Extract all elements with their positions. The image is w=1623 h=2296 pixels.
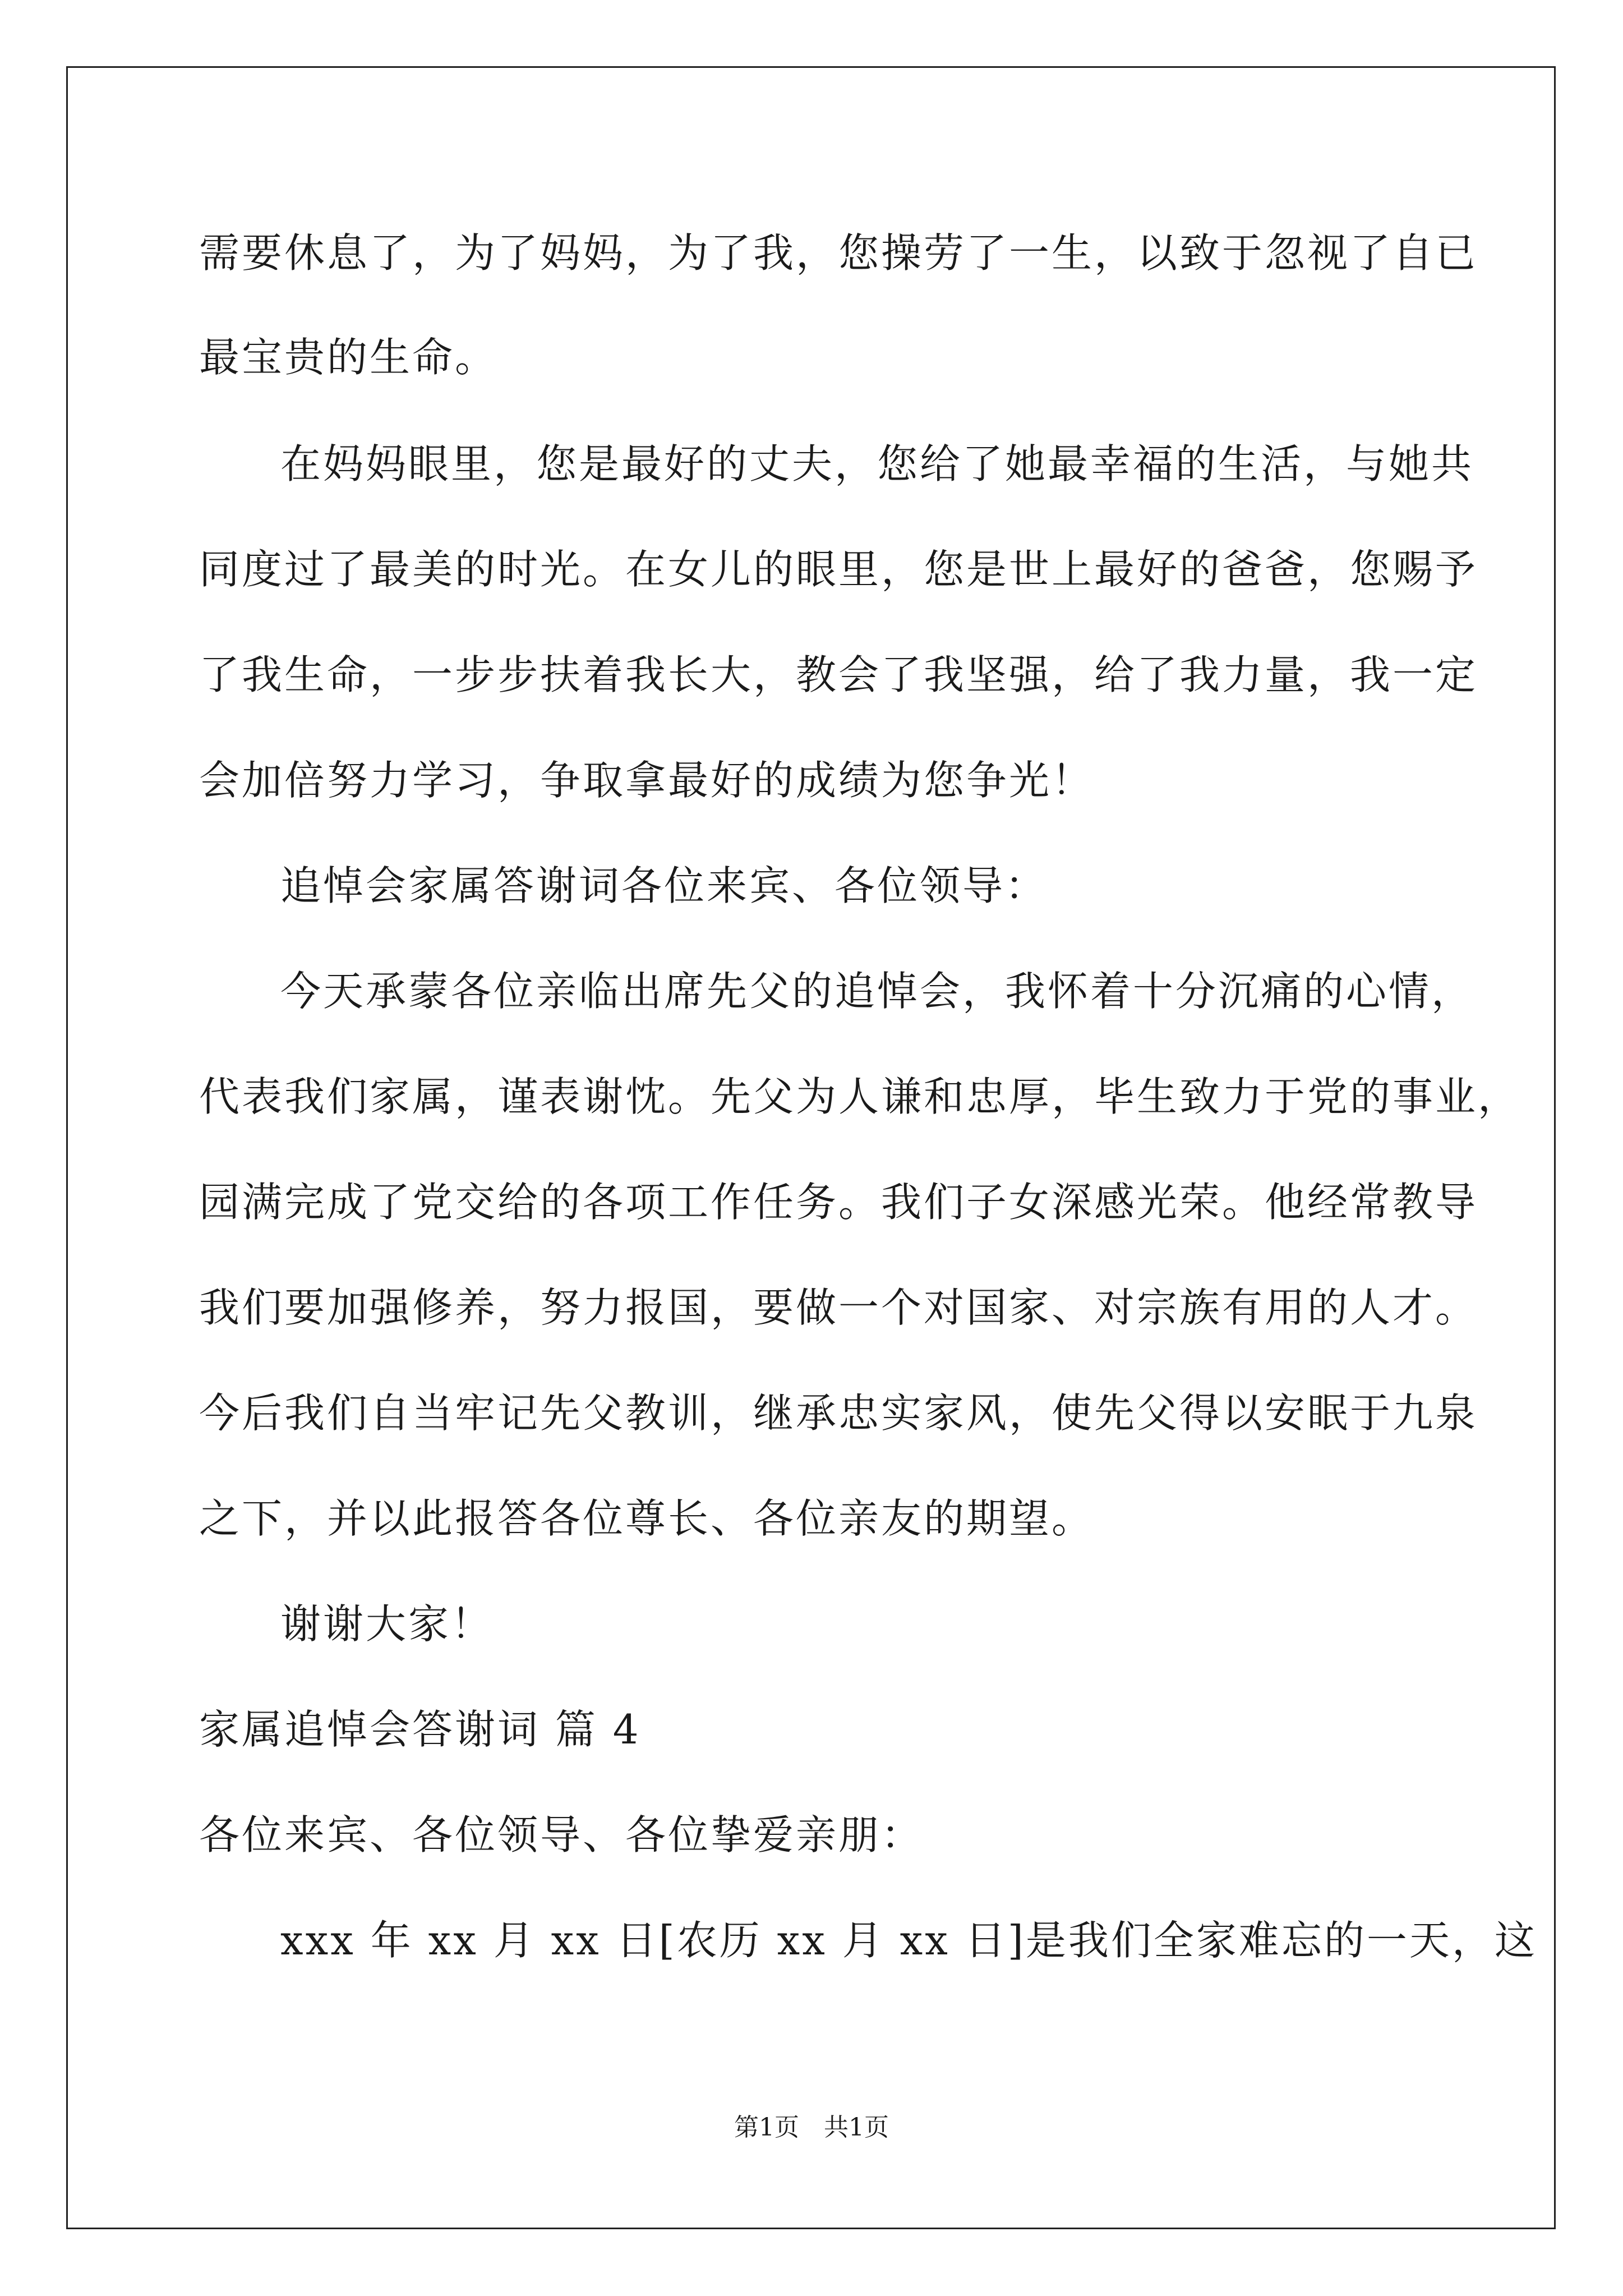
text-line: xxx 年 xx 月 xx 日[农历 xx 月 xx 日]是我们全家难忘的一天，这 — [280, 1917, 1537, 1964]
text-line: 各位来宾、各位领导、各位挚爱亲朋： — [199, 1811, 924, 1858]
text-line: 最宝贵的生命。 — [199, 334, 498, 381]
text-line: 在妈妈眼里，您是最好的丈夫，您给了她最幸福的生活，与她共 — [280, 440, 1474, 487]
section-heading: 家属追悼会答谢词 篇 4 — [199, 1706, 641, 1753]
text-line: 今天承蒙各位亲临出席先父的追悼会，我怀着十分沉痛的心情， — [280, 968, 1474, 1015]
text-line: 之下，并以此报答各位尊长、各位亲友的期望。 — [199, 1495, 1095, 1542]
text-line: 园满完成了党交给的各项工作任务。我们子女深感光荣。他经常教导 — [199, 1179, 1478, 1226]
text-line: 今后我们自当牢记先父教训，继承忠实家风，使先父得以安眠于九泉 — [199, 1389, 1478, 1437]
text-line: 我们要加强修养，努力报国，要做一个对国家、对宗族有用的人才。 — [199, 1284, 1478, 1331]
text-line: 会加倍努力学习，争取拿最好的成绩为您争光！ — [199, 757, 1095, 804]
text-line: 需要休息了，为了妈妈，为了我，您操劳了一生，以致于忽视了自已 — [199, 229, 1478, 277]
text-line: 代表我们家属，谨表谢忱。先父为人谦和忠厚，毕生致力于党的事业， — [199, 1073, 1521, 1120]
text-line: 追悼会家属答谢词各位来宾、各位领导： — [280, 862, 1048, 909]
page-footer: 第1页 共1页 — [734, 2113, 889, 2142]
page-border — [66, 66, 1556, 2229]
text-line: 谢谢大家！ — [280, 1600, 494, 1648]
text-line: 同度过了最美的时光。在女儿的眼里，您是世上最好的爸爸，您赐予 — [199, 546, 1478, 593]
text-line: 了我生命，一步步扶着我长大，教会了我坚强，给了我力量，我一定 — [199, 651, 1478, 698]
